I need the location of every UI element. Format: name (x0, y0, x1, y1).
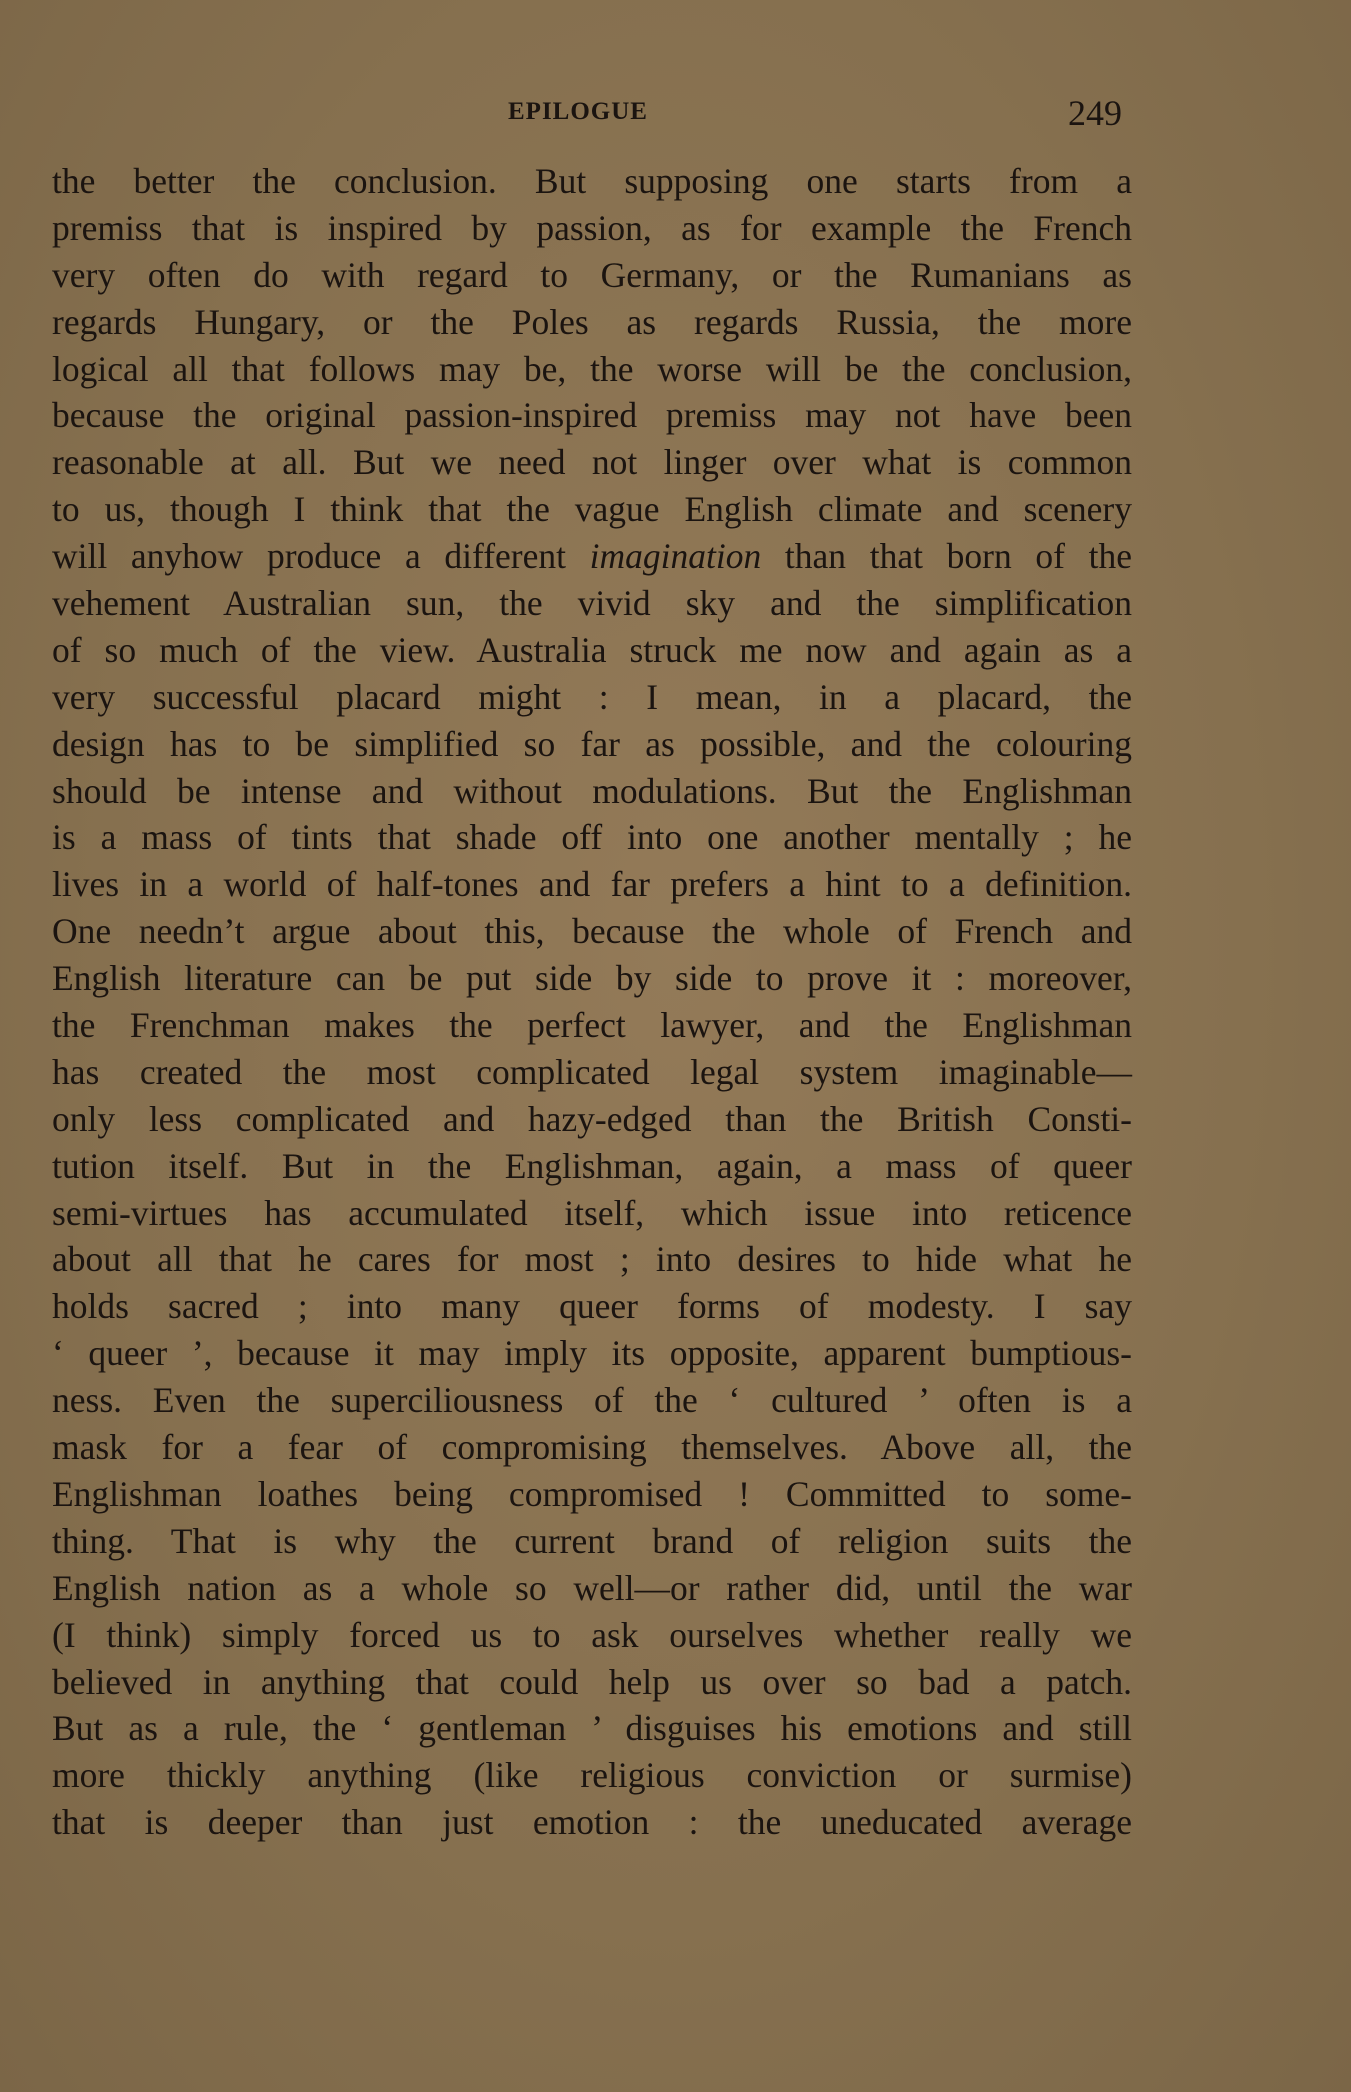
text-line: lives in a world of half-tones and far prefers a hint to a definition. (52, 864, 1132, 905)
text-line: (I think) simply forced us to ask ourselves whether really we (52, 1614, 1132, 1655)
text-line-with-italic (52, 533, 1132, 580)
text-line: is a mass of tints that shade off into one another mentally ; he (52, 817, 1132, 858)
text-line: reasonable at all. But we need not linger over what is common (52, 442, 1132, 483)
text-line: vehement Australian sun, the vivid sky and the simplification (52, 583, 1132, 624)
text-line: believed in anything that could help us over so bad a patch. (52, 1661, 1132, 1702)
text-line: ness. Even the superciliousness of the ‘ cultured ’ often is a (52, 1380, 1132, 1421)
body-text (52, 158, 1132, 1846)
text-line: Englishman loathes being compromised ! Committed to some- (52, 1473, 1132, 1514)
text-line: English literature can be put side by side to prove it : moreover, (52, 958, 1132, 999)
text-line: has created the most complicated legal system imaginable— (52, 1051, 1132, 1092)
text-line: logical all that follows may be, the worse will be the conclusion, (52, 348, 1132, 389)
text-line: to us, though I think that the vague English climate and scenery (52, 489, 1132, 530)
italic-word: imagination (589, 536, 762, 577)
page-number: 249 (1068, 93, 1122, 133)
text-line: only less complicated and hazy-edged than the British Consti- (52, 1098, 1132, 1139)
text-line: semi-virtues has accumulated itself, which issue into reticence (52, 1192, 1132, 1233)
text-line: about all that he cares for most ; into desires to hide what he (52, 1239, 1132, 1280)
text-line: English nation as a whole so well—or rather did, until the war (52, 1567, 1132, 1608)
text-line: more thickly anything (like religious conviction or surmise) (52, 1755, 1132, 1796)
running-head (0, 92, 1351, 136)
text-line: design has to be simplified so far as possible, and the colouring (52, 723, 1132, 764)
text-line: the better the conclusion. But supposing one starts from a (52, 161, 1132, 201)
text-line: regards Hungary, or the Poles as regards Russia, the more (52, 301, 1132, 342)
text-line: holds sacred ; into many queer forms of modesty. I say (52, 1286, 1132, 1327)
text-line: tution itself. But in the Englishman, again, a mass of queer (52, 1145, 1132, 1186)
text-line: thing. That is why the current brand of religion suits the (52, 1520, 1132, 1561)
text-line: premiss that is inspired by passion, as for example the French (52, 207, 1132, 248)
text-line: of so much of the view. Australia struck me now and again as a (52, 629, 1132, 670)
text-line: because the original passion-inspired premiss may not have been (52, 395, 1132, 436)
text-line: that is deeper than just emotion : the uneducated average (52, 1802, 1132, 1843)
text-line: the Frenchman makes the perfect lawyer, and the Englishman (52, 1005, 1132, 1046)
text-line: should be intense and without modulations. But the Englishman (52, 770, 1132, 811)
text-line: One needn’t argue about this, because the whole of French and (52, 911, 1132, 952)
chapter-title: EPILOGUE (508, 98, 648, 125)
text-line: mask for a fear of compromising themselves. Above all, the (52, 1427, 1132, 1468)
text-line: ‘ queer ’, because it may imply its opposite, apparent bumptious- (52, 1333, 1132, 1374)
text-segment: will anyhow produce a different (52, 536, 590, 577)
text-line: very often do with regard to Germany, or the Rumanians as (52, 254, 1132, 295)
text-line: But as a rule, the ‘ gentleman ’ disguises his emotions and still (52, 1708, 1132, 1749)
text-line: very successful placard might : I mean, in a placard, the (52, 676, 1132, 717)
text-segment: than that born of the (761, 536, 1132, 577)
